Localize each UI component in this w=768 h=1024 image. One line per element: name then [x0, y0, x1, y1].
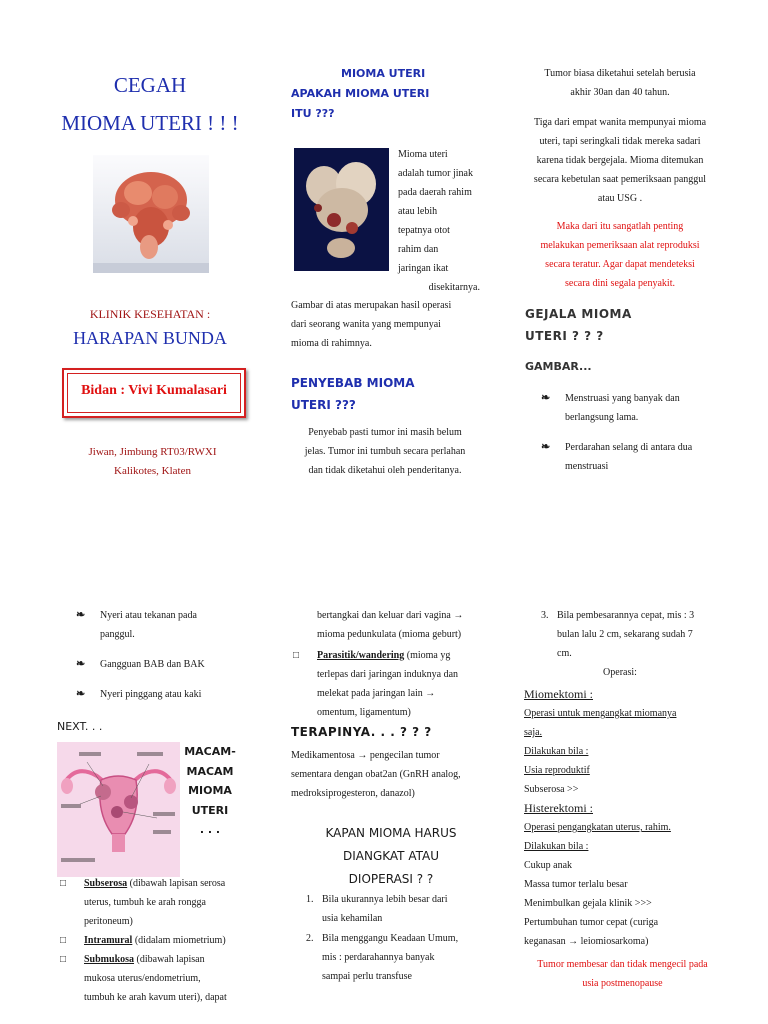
- hysterectomy-criterion: Massa tumor terlalu besar: [524, 879, 628, 890]
- symptom-line: Menstruasi yang banyak dan: [565, 393, 680, 404]
- def-line: jaringan ikat: [398, 263, 449, 274]
- cause-heading: [291, 372, 491, 416]
- therapy-line: medroksiprogesteron, danazol): [291, 788, 415, 799]
- p2-heading-3: ITU ???: [291, 107, 335, 120]
- warning-line: usia postmenopause: [582, 978, 663, 989]
- bullet-icon: ❧: [76, 658, 86, 670]
- criteria-line: sampai perlu transfuse: [322, 971, 412, 982]
- criteria-line: mis : perdarahannya banyak: [322, 952, 435, 963]
- bullet-icon: ❧: [541, 441, 551, 453]
- type-line: melekat pada jaringan lain →: [317, 688, 436, 699]
- caption-line: dari seorang wanita yang mempunyai: [291, 319, 441, 330]
- types-heading-line: UTERI: [191, 803, 229, 817]
- caption-line: Gambar di atas merupakan hasil operasi: [291, 300, 452, 311]
- warning-line: melakukan pemeriksaan alat reproduksi: [540, 240, 700, 251]
- surgery-heading: [291, 822, 491, 891]
- symptom-item: [72, 606, 272, 644]
- def-line: pada daerah rahim: [398, 187, 472, 198]
- address-line-2: Kalikotes, Klaten: [114, 465, 191, 477]
- types-heading-line: MIOMA: [188, 784, 232, 797]
- type-line: omentum, ligamentum): [317, 707, 411, 718]
- cause-line: jelas. Tumor ini tumbuh secara perlahan: [304, 446, 466, 457]
- types-heading: [180, 742, 240, 840]
- bullet-icon: ❧: [541, 392, 551, 404]
- box-bullet-icon: □: [60, 878, 67, 889]
- surgery-heading-line: DIOPERASI ? ?: [348, 872, 434, 886]
- p2-heading: [291, 64, 491, 124]
- fibroid-types: [60, 874, 270, 1007]
- myomectomy-heading: Miomektomi :: [524, 687, 593, 701]
- def-line: tepatnya otot: [398, 225, 450, 236]
- cont-line: mioma pedunkulata (mioma geburt): [317, 629, 462, 640]
- criteria-line: Bila pembesarannya cepat, mis : 3: [557, 610, 695, 621]
- therapy-text: [291, 746, 501, 803]
- criteria-number: 1.: [306, 894, 314, 905]
- cause-line: Penyebab pasti tumor ini masih belum: [308, 427, 462, 438]
- intro-line: akhir 30an dan 40 tahun.: [570, 87, 670, 98]
- title: [40, 66, 260, 142]
- submukosa-continued: [317, 606, 507, 644]
- def-line: adalah tumor jinak: [398, 168, 473, 179]
- myomectomy-criterion: Usia reproduktif: [524, 765, 590, 776]
- operation-details: [524, 685, 734, 951]
- address-line-1: Jiwan, Jimbung RT03/RWXI: [88, 446, 217, 458]
- surgery-heading-line: DIANGKAT ATAU: [342, 849, 439, 863]
- symptoms-heading-1: GEJALA MIOMA: [525, 307, 632, 321]
- photo-caption: [291, 296, 491, 353]
- symptom-item: [72, 685, 272, 704]
- surgery-heading-line: KAPAN MIOMA HARUS: [325, 826, 457, 840]
- myomectomy-desc: Operasi untuk mengangkat miomanya: [524, 708, 677, 719]
- def-line: rahim dan: [398, 244, 439, 255]
- hysterectomy-criterion: Cukup anak: [524, 860, 573, 871]
- hysterectomy-criterion: Pertumbuhan tumor cepat (curiga: [524, 917, 659, 928]
- types-heading-line: MACAM-: [184, 745, 236, 758]
- prevalence-line: secara kebetulan saat pemeriksaan panggul: [533, 174, 707, 185]
- cause-line: dan tidak diketahui oleh penderitanya.: [308, 465, 462, 476]
- type-item: [60, 931, 270, 950]
- criteria-item: [306, 929, 496, 986]
- warning-line: secara teratur. Agar dapat mendeteksi: [545, 259, 695, 270]
- surgery-criteria: [306, 890, 496, 986]
- caption-line: mioma di rahimnya.: [291, 338, 372, 349]
- symptom-line: menstruasi: [565, 461, 609, 472]
- types-heading-line: . . .: [199, 823, 221, 836]
- symptoms-heading-2: UTERI ? ? ?: [525, 329, 604, 343]
- symptom-line: Nyeri pinggang atau kaki: [100, 689, 202, 700]
- type-line: tumbuh ke arah kavum uteri), dapat: [84, 992, 227, 1003]
- def-line: atau lebih: [398, 206, 438, 217]
- symptoms-heading: [525, 303, 725, 347]
- def-line: Mioma uteri: [398, 149, 448, 160]
- cause-text: [285, 423, 485, 480]
- symptom-item: [72, 655, 272, 674]
- bidan-name: Bidan : Vivi Kumalasari: [81, 383, 227, 398]
- cause-heading-2: UTERI ???: [291, 398, 356, 412]
- type-desc: (dibawah lapisan: [134, 954, 205, 965]
- fibroid-diagram: [57, 742, 180, 877]
- postmenopause-warning: [515, 955, 730, 993]
- parasitic-type: [293, 646, 503, 722]
- box-bullet-icon: □: [60, 935, 67, 946]
- warning-line: secara dini segala penyakit.: [565, 278, 675, 289]
- hysterectomy-when: Dilakukan bila :: [524, 841, 589, 852]
- type-item: [60, 874, 270, 931]
- prevalence-line: Tiga dari empat wanita mempunyai mioma: [533, 117, 707, 128]
- prevalence-text: [515, 113, 725, 208]
- type-desc: (mioma yg: [404, 650, 451, 661]
- criteria-number: 2.: [306, 933, 314, 944]
- criteria-number: 3.: [541, 610, 549, 621]
- p2-heading-1: MIOMA UTERI: [341, 67, 426, 80]
- criteria-item: [306, 890, 496, 928]
- symptom-line: Perdarahan selang di antara dua: [565, 442, 693, 453]
- symptom-line: panggul.: [100, 629, 135, 640]
- criteria-line: cm.: [557, 648, 572, 659]
- cont-line: bertangkai dan keluar dari vagina →: [317, 610, 464, 621]
- symptom-item: [537, 438, 737, 476]
- box-bullet-icon: □: [60, 954, 67, 965]
- warning-line: Tumor membesar dan tidak mengecil pada: [537, 959, 708, 970]
- def-line: disekitarnya.: [428, 282, 480, 293]
- symptom-item: [537, 389, 737, 427]
- operation-photo: [294, 148, 389, 271]
- hysterectomy-criterion: Menimbulkan gejala klinik >>>: [524, 898, 652, 909]
- type-line: peritoneum): [84, 916, 133, 927]
- type-desc: (dibawah lapisan serosa: [127, 878, 226, 889]
- symptoms-subheading: GAMBAR...: [525, 360, 592, 373]
- therapy-line: Medikamentosa → pengecilan tumor: [291, 750, 440, 761]
- checkup-warning: [515, 217, 725, 293]
- type-term: Submukosa: [84, 954, 135, 965]
- clinic-label: KLINIK KESEHATAN :: [89, 307, 211, 321]
- bullet-icon: ❧: [76, 688, 86, 700]
- type-term: Subserosa: [84, 878, 128, 889]
- type-item: [60, 950, 270, 1007]
- criteria-item-3: [541, 606, 731, 663]
- intro-line: Tumor biasa diketahui setelah berusia: [544, 68, 696, 79]
- criteria-line: bulan lalu 2 cm, sekarang sudah 7: [557, 629, 693, 640]
- box-bullet-icon: □: [293, 650, 300, 661]
- p2-heading-2: APAKAH MIOMA UTERI: [291, 87, 430, 100]
- myomectomy-desc: saja.: [524, 727, 543, 738]
- therapy-line: sementara dengan obat2an (GnRH analog,: [291, 769, 461, 780]
- type-term: Parasitik/wandering: [317, 650, 405, 661]
- address: [40, 443, 265, 481]
- criteria-item: [541, 606, 731, 663]
- type-desc: (didalam miometrium): [132, 935, 226, 946]
- symptom-line: Nyeri atau tekanan pada: [100, 610, 197, 621]
- symptom-line: Gangguan BAB dan BAK: [100, 659, 205, 670]
- hysterectomy-heading: Histerektomi :: [524, 801, 593, 815]
- type-term: Intramural: [84, 935, 133, 946]
- symptom-list: [537, 389, 737, 476]
- therapy-heading: TERAPINYA. . . ? ? ?: [291, 725, 432, 739]
- prevalence-line: uteri, tapi seringkali tidak mereka sadari: [539, 136, 701, 147]
- criteria-line: Bila ukurannya lebih besar dari: [322, 894, 448, 905]
- hysterectomy-criterion: keganasan → leiomiosarkoma): [524, 936, 649, 947]
- hysterectomy-desc: Operasi pengangkatan uterus, rahim.: [524, 822, 671, 833]
- prevalence-line: karena tidak bergejala. Mioma ditemukan: [536, 155, 704, 166]
- criteria-line: usia kehamilan: [322, 913, 383, 924]
- operation-label: Operasi:: [603, 667, 637, 678]
- myomectomy-criterion: Subserosa >>: [524, 784, 579, 795]
- warning-line: Maka dari itu sangatlah penting: [556, 221, 684, 232]
- intro-text: [515, 64, 725, 102]
- type-item: [293, 646, 503, 722]
- uterus-photo: [93, 155, 209, 273]
- cause-heading-1: PENYEBAB MIOMA: [291, 376, 415, 390]
- title-line-1: CEGAH: [113, 73, 187, 97]
- type-line: uterus, tumbuh ke arah rongga: [84, 897, 206, 908]
- criteria-line: Bila menggangu Keadaan Umum,: [322, 933, 459, 944]
- definition: [398, 145, 488, 297]
- bidan-box: [62, 368, 246, 418]
- next-label: NEXT. . .: [57, 720, 103, 733]
- clinic-name: HARAPAN BUNDA: [73, 328, 227, 348]
- title-line-2: MIOMA UTERI ! ! !: [61, 111, 239, 135]
- prevalence-line: atau USG .: [597, 193, 643, 204]
- symptom-list-continued: [72, 606, 272, 704]
- type-line: terlepas dari jaringan induknya dan: [317, 669, 459, 680]
- types-heading-line: MACAM: [186, 764, 234, 778]
- myomectomy-when: Dilakukan bila :: [524, 746, 589, 757]
- symptom-line: berlangsung lama.: [565, 412, 639, 423]
- type-line: mukosa uterus/endometrium,: [84, 973, 201, 984]
- bullet-icon: ❧: [76, 609, 86, 621]
